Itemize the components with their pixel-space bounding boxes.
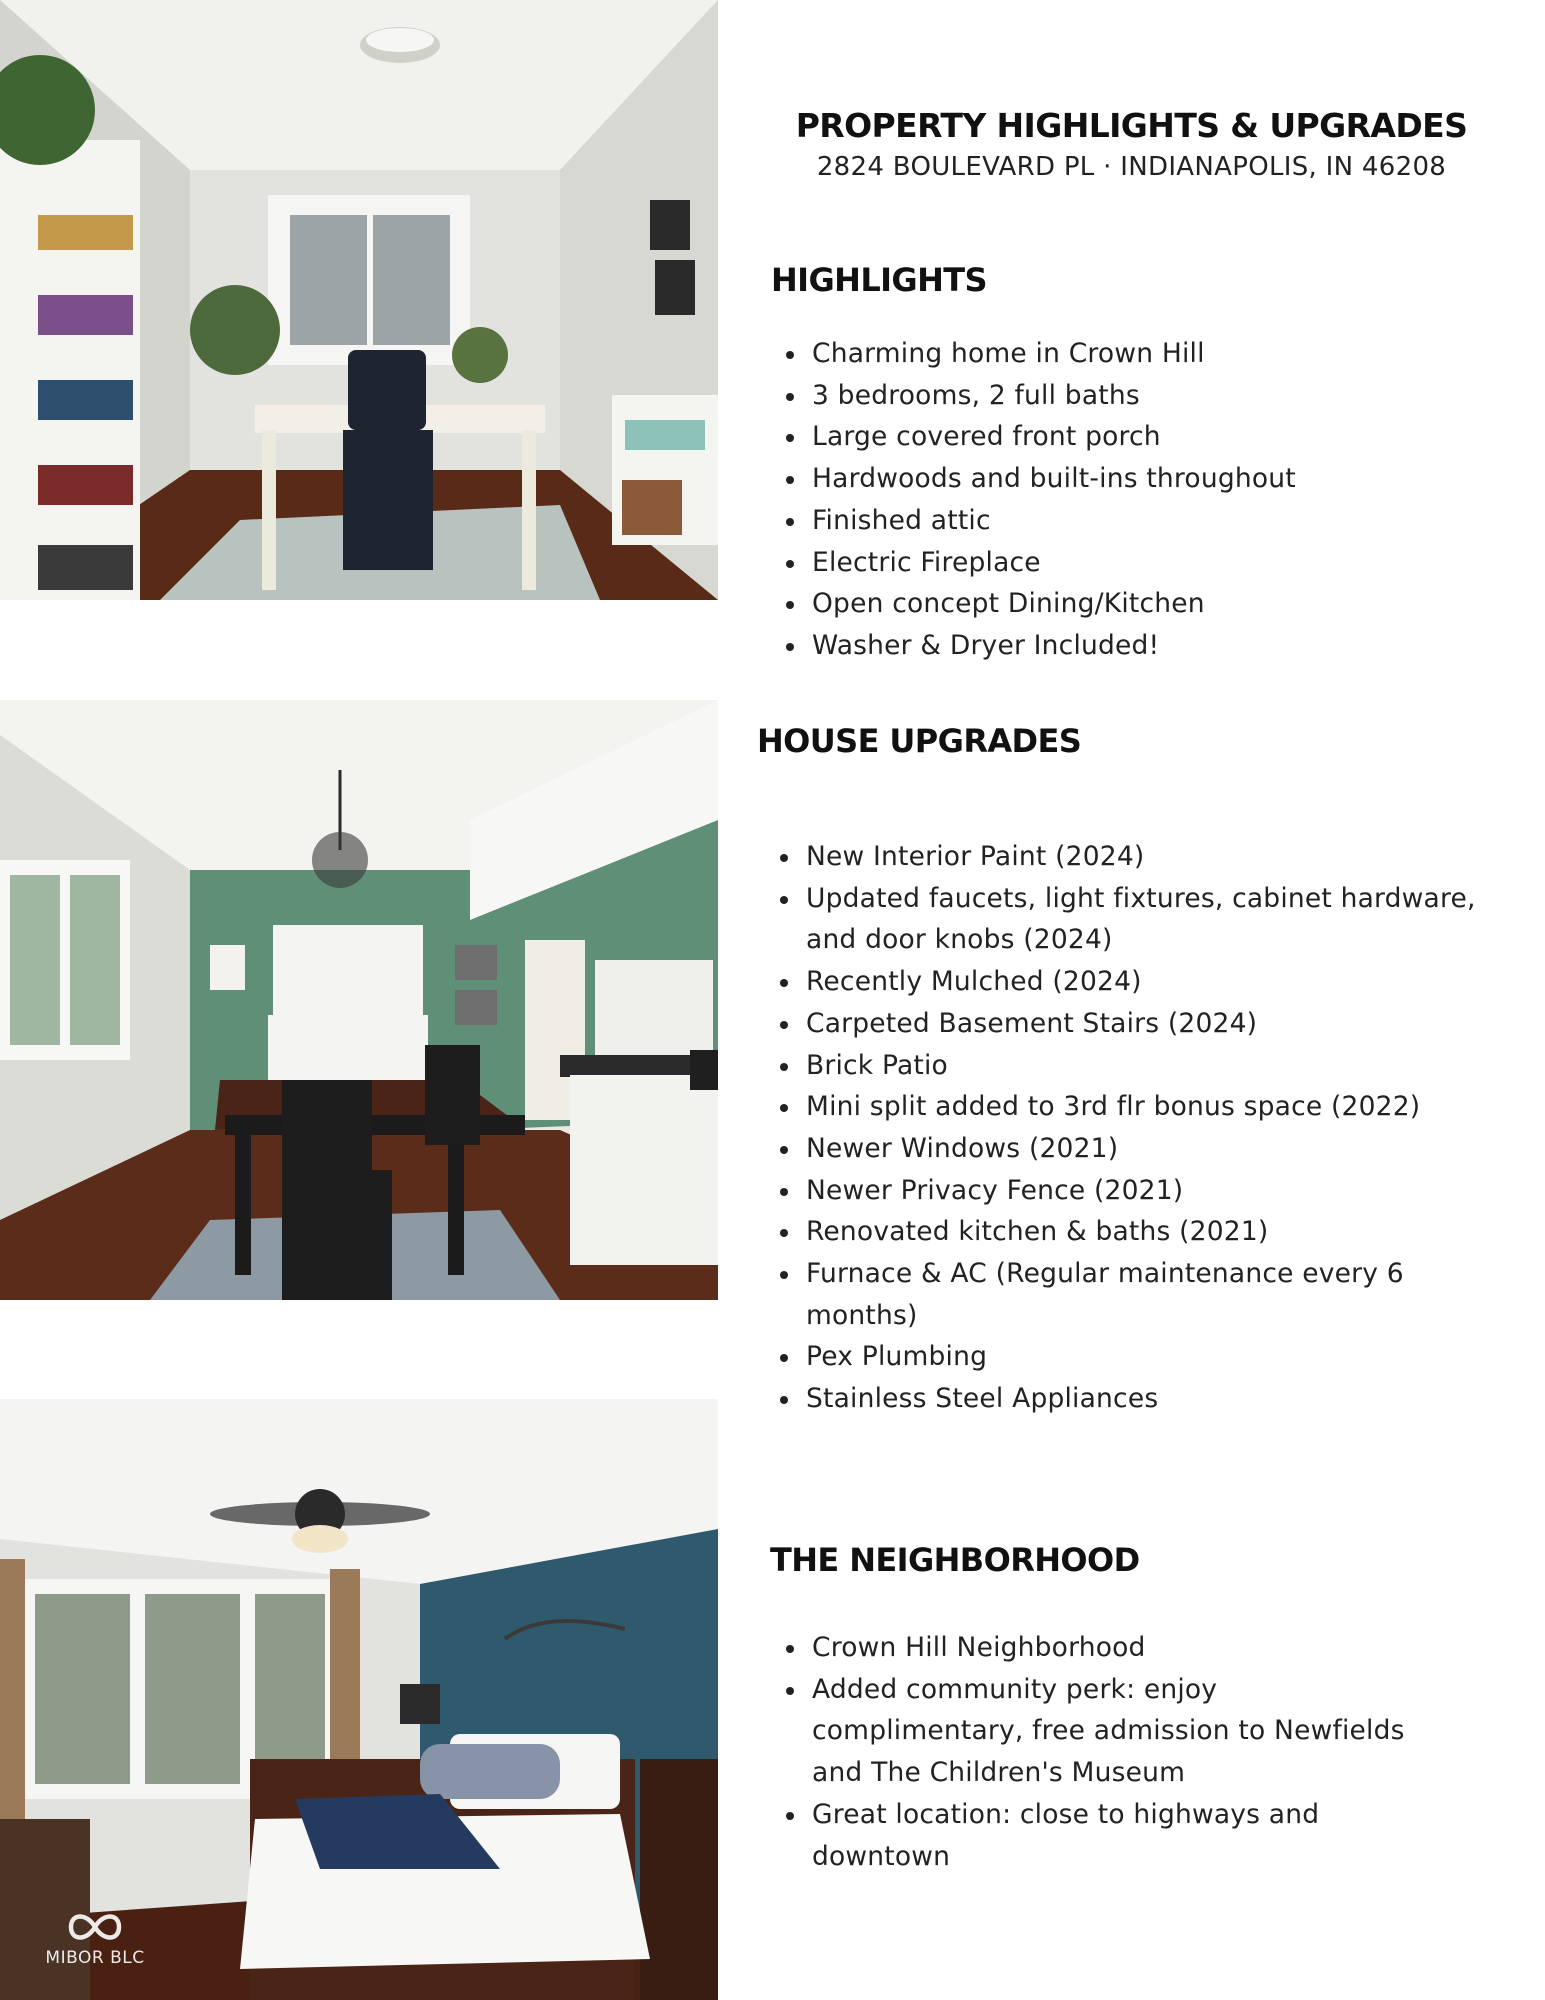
list-item: Newer Windows (2021) (775, 1128, 1515, 1170)
list-item: Renovated kitchen & baths (2021) (775, 1211, 1515, 1253)
list-item: Updated faucets, light fixtures, cabinet hardware, and door knobs (2024) (775, 878, 1515, 961)
list-item: Crown Hill Neighborhood (781, 1627, 1421, 1669)
list-item: Charming home in Crown Hill (781, 333, 1481, 375)
list-item: Mini split added to 3rd flr bonus space (2022) (775, 1086, 1515, 1128)
neighborhood-heading: THE NEIGHBORHOOD (770, 1541, 1140, 1579)
neighborhood-list (781, 1627, 1421, 1877)
highlights-list (781, 333, 1481, 667)
list-item: Finished attic (781, 500, 1481, 542)
list-item: Carpeted Basement Stairs (2024) (775, 1003, 1515, 1045)
list-item: Large covered front porch (781, 416, 1481, 458)
list-item: Open concept Dining/Kitchen (781, 583, 1481, 625)
list-item: Newer Privacy Fence (2021) (775, 1170, 1515, 1212)
list-item: Brick Patio (775, 1045, 1515, 1087)
list-item: Great location: close to highways and downtown (781, 1794, 1421, 1877)
property-address: 2824 BOULEVARD PL · INDIANAPOLIS, IN 46208 (816, 152, 1447, 182)
mibor-blc-logo (40, 1908, 150, 1990)
list-item: Stainless Steel Appliances (775, 1378, 1515, 1420)
list-item: Pex Plumbing (775, 1336, 1515, 1378)
list-item: Hardwoods and built-ins throughout (781, 458, 1481, 500)
list-item: New Interior Paint (2024) (775, 836, 1515, 878)
dining-room-photo (0, 700, 718, 1300)
page-title: PROPERTY HIGHLIGHTS & UPGRADES (795, 106, 1468, 145)
highlights-heading: HIGHLIGHTS (771, 261, 987, 299)
list-item: Recently Mulched (2024) (775, 961, 1515, 1003)
list-item: Electric Fireplace (781, 542, 1481, 584)
infinity-logo-icon (65, 1908, 125, 1946)
logo-text: MIBOR BLC (45, 1948, 145, 1968)
list-item: Washer & Dryer Included! (781, 625, 1481, 667)
page-header (718, 104, 1545, 184)
list-item: 3 bedrooms, 2 full baths (781, 375, 1481, 417)
upgrades-heading: HOUSE UPGRADES (757, 722, 1082, 760)
list-item: Furnace & AC (Regular maintenance every 6 months) (775, 1253, 1515, 1336)
list-item: Added community perk: enjoy complimentary, free admission to Newfields and The Children's Museum (781, 1669, 1421, 1794)
upgrades-list (775, 836, 1515, 1420)
office-room-photo (0, 0, 718, 600)
